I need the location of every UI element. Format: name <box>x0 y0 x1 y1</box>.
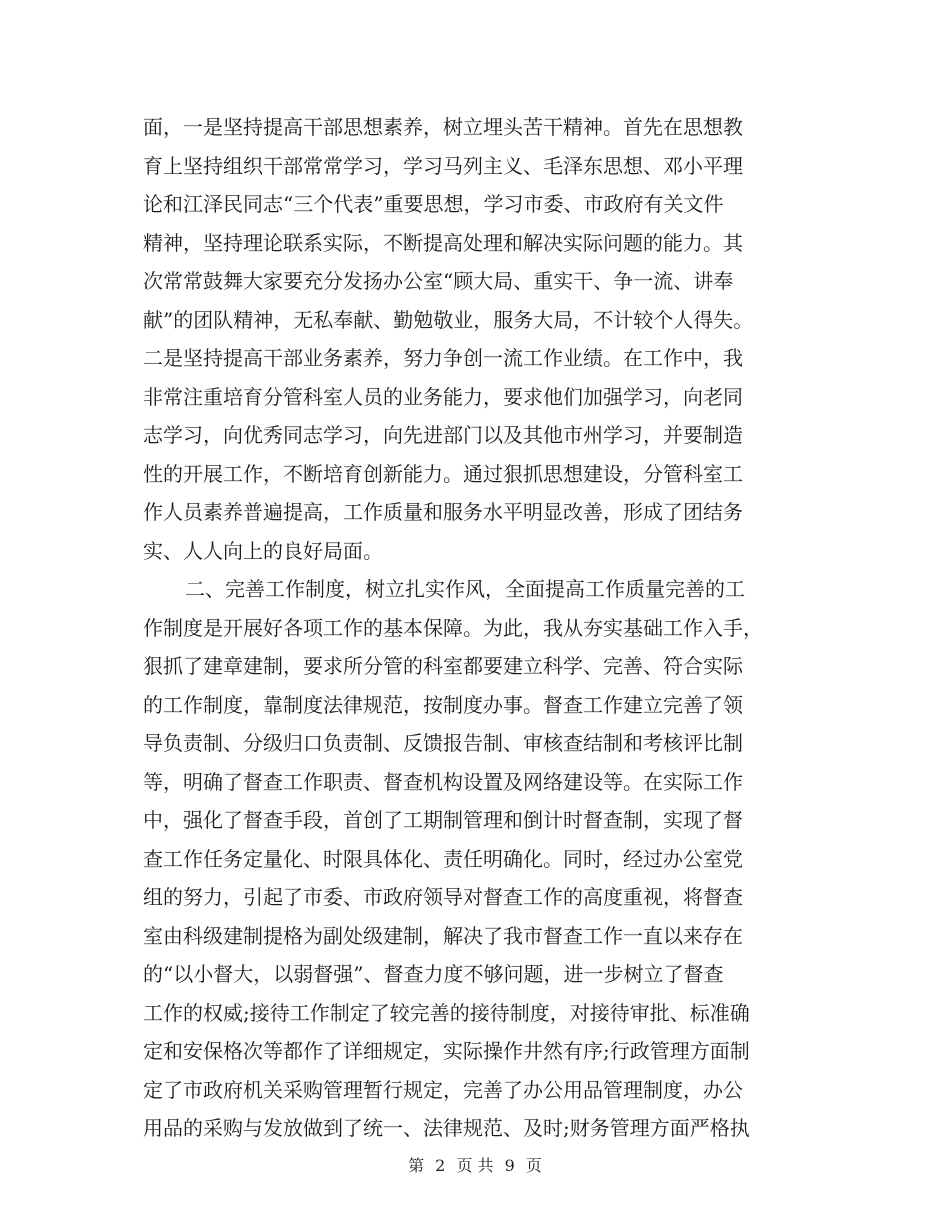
text-line: 二、完善工作制度，树立扎实作风，全面提高工作质量完善的工 <box>185 577 745 601</box>
text-line: 作人员素养普遍提高，工作质量和服务水平明显改善，形成了团结务 <box>143 500 743 524</box>
document-body <box>143 108 811 1148</box>
page-total: 9 <box>504 1156 515 1175</box>
text-line: 工作的权威;接待工作制定了较完善的接待制度，对接待审批、标准确 <box>143 1000 750 1025</box>
text-line: 等，明确了督查工作职责、督查机构设置及网络建设等。在实际工作 <box>143 769 743 794</box>
page-current: 2 <box>435 1156 446 1175</box>
text-line: 室由科级建制提格为副处级建制，解决了我市督查工作一直以来存在 <box>143 923 743 948</box>
text-line: 论和江泽民同志“三个代表”重要思想，学习市委、市政府有关文件 <box>143 192 724 216</box>
text-line: 志学习，向优秀同志学习，向先进部门以及其他市州学习，并要制造 <box>143 423 743 447</box>
page-prefix: 第 <box>408 1156 425 1175</box>
text-line: 中，强化了督查手段，首创了工期制管理和倒计时督查制，实现了督 <box>143 808 743 832</box>
text-line: 非常注重培育分管科室人员的业务能力，要求他们加强学习，向老同 <box>143 384 743 409</box>
text-line: 定和安保格次等都作了详细规定，实际操作井然有序;行政管理方面制 <box>143 1039 750 1063</box>
text-line: 二是坚持提高干部业务素养，努力争创一流工作业绩。在工作中，我 <box>143 346 743 370</box>
text-line: 献”的团队精神，无私奉献、勤勉敬业，服务大局，不计较个人得失。 <box>143 307 754 332</box>
text-line: 作制度是开展好各项工作的基本保障。为此，我从夯实基础工作入手， <box>143 615 763 640</box>
text-line: 狠抓了建章建制，要求所分管的科室都要建立科学、完善、符合实际 <box>143 654 743 678</box>
text-line: 导负责制、分级归口负责制、反馈报告制、审核查结制和考核评比制 <box>143 731 743 755</box>
text-line: 组的努力，引起了市委、市政府领导对督查工作的高度重视，将督查 <box>143 885 743 909</box>
text-line: 精神，坚持理论联系实际，不断提高处理和解决实际问题的能力。其 <box>143 230 743 255</box>
text-line: 定了市政府机关采购管理暂行规定，完善了办公用品管理制度，办公 <box>143 1077 743 1102</box>
text-line: 的“以小督大，以弱督强”、督查力度不够问题，进一步树立了督查 <box>143 962 724 986</box>
page-suffix: 页 <box>525 1156 542 1175</box>
text-line: 用品的采购与发放做到了统一、法律规范、及时;财务管理方面严格执 <box>143 1116 750 1140</box>
text-line: 的工作制度，靠制度法律规范，按制度办事。督查工作建立完善了领 <box>143 692 743 717</box>
page-footer <box>0 1153 950 1176</box>
page-middle: 页 共 <box>456 1156 494 1175</box>
text-line: 育上坚持组织干部常常学习，学习马列主义、毛泽东思想、邓小平理 <box>143 153 743 178</box>
text-line: 性的开展工作，不断培育创新能力。通过狠抓思想建设，分管科室工 <box>143 461 743 486</box>
text-line: 次常常鼓舞大家要充分发扬办公室“顾大局、重实干、争一流、讲奉 <box>143 269 734 293</box>
text-line: 面，一是坚持提高干部思想素养，树立埋头苦干精神。首先在思想教 <box>143 115 743 139</box>
text-line: 查工作任务定量化、时限具体化、责任明确化。同时，经过办公室党 <box>143 846 743 871</box>
text-line: 实、人人向上的良好局面。 <box>143 538 383 563</box>
